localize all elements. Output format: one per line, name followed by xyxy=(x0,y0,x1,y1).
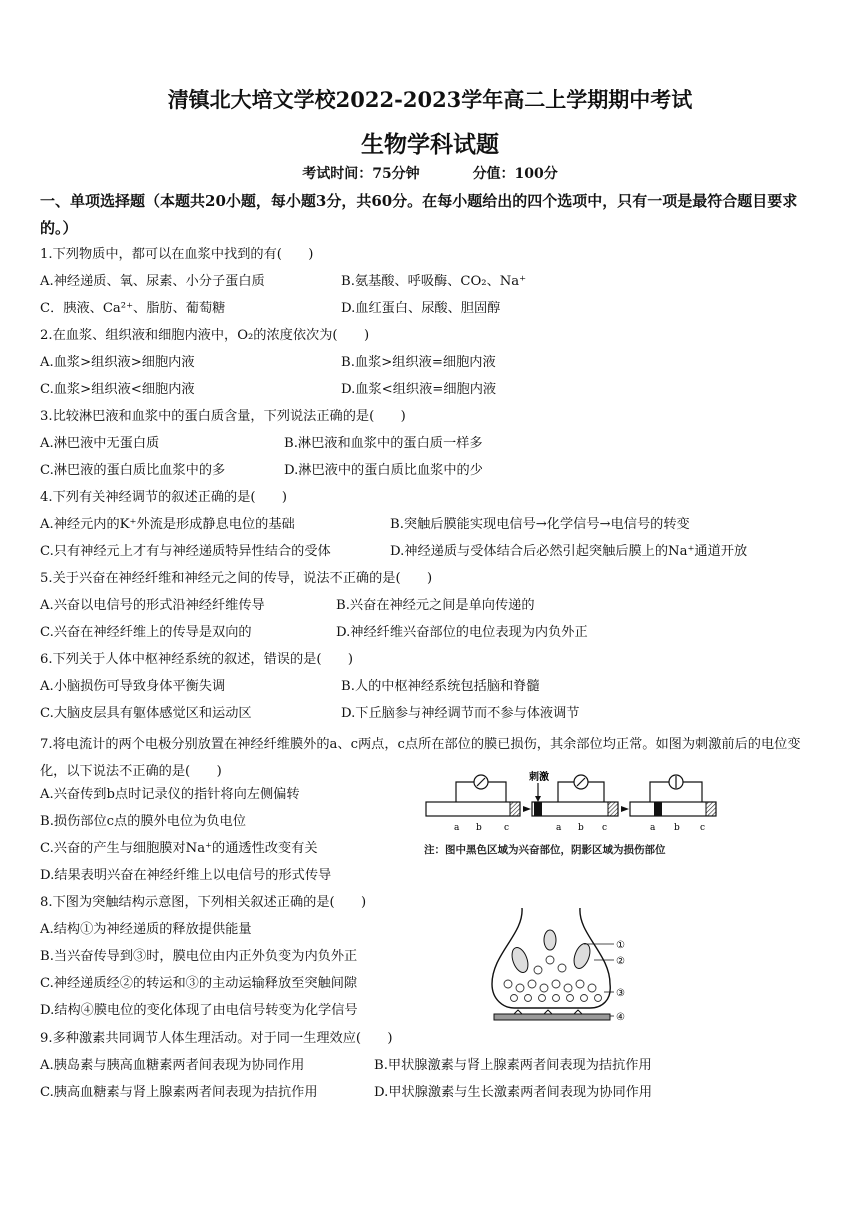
stimulus-label: 刺激 xyxy=(529,772,549,783)
q9-option-b: B.甲状腺激素与肾上腺素两者间表现为拮抗作用 xyxy=(374,1058,652,1073)
q6-option-c: C.大脑皮层具有躯体感觉区和运动区 xyxy=(40,706,252,721)
q8-option-d: D.结构④膜电位的变化体现了由电信号转变为化学信号 xyxy=(40,1003,358,1018)
q4-option-b: B.突触后膜能实现电信号→化学信号→电信号的转变 xyxy=(390,517,690,532)
q9-option-c: C.胰高血糖素与肾上腺素两者间表现为拮抗作用 xyxy=(40,1085,318,1100)
synapse-diagram xyxy=(484,904,720,1024)
point-c: c xyxy=(504,823,510,833)
q7-stem: 7.将电流计的两个电极分别放置在神经纤维膜外的a、c两点，c点所在部位的膜已损伤，其余部位均正常。如图为刺激前后的电位变化，以下说法不正确的是( ) xyxy=(40,737,801,779)
label-1: ① xyxy=(616,940,625,951)
q8-option-c: C.神经递质经②的转运和③的主动运输释放至突触间隙 xyxy=(40,976,358,991)
q9-stem: 9.多种激素共同调节人体生理活动。对于同一生理效应( ) xyxy=(40,1031,393,1046)
q6-option-d: D.下丘脑参与神经调节而不参与体液调节 xyxy=(341,706,580,721)
q7-option-c: C.兴奋的产生与细胞膜对Na⁺的通透性改变有关 xyxy=(40,841,318,856)
exam-meta xyxy=(0,163,860,183)
q3-option-d: D.淋巴液中的蛋白质比血浆中的少 xyxy=(284,463,483,478)
q2-option-c: C.血浆>组织液<细胞内液 xyxy=(40,382,195,397)
q1-option-a: A.神经递质、氧、尿素、小分子蛋白质 xyxy=(40,274,265,289)
q5-option-b: B.兴奋在神经元之间是单向传递的 xyxy=(336,598,535,613)
q1-stem: 1.下列物质中，都可以在血浆中找到的有( ) xyxy=(40,247,314,262)
q3-option-b: B.淋巴液和血浆中的蛋白质一样多 xyxy=(284,436,483,451)
point-b: b xyxy=(674,823,680,833)
q8-option-b: B.当兴奋传导到③时，膜电位由内正外负变为内负外正 xyxy=(40,949,358,964)
q5-option-d: D.神经纤维兴奋部位的电位表现为内负外正 xyxy=(336,625,588,640)
q4-option-c: C.只有神经元上才有与神经递质特异性结合的受体 xyxy=(40,544,331,559)
q9-option-a: A.胰岛素与胰高血糖素两者间表现为协同作用 xyxy=(40,1058,305,1073)
q8-stem: 8.下图为突触结构示意图，下列相关叙述正确的是( ) xyxy=(40,895,367,910)
q5-option-c: C.兴奋在神经纤维上的传导是双向的 xyxy=(40,625,252,640)
section-heading: 一、单项选择题（本题共20小题，每小题3分，共60分。在每小题给出的四个选项中，只有一项是最符合题目要求的。） xyxy=(40,192,798,237)
q6-option-a: A.小脑损伤可导致身体平衡失调 xyxy=(40,679,226,694)
q6-option-b: B.人的中枢神经系统包括脑和脊髓 xyxy=(341,679,540,694)
exam-title: 清镇北大培文学校2022-2023学年高二上学期期中考试 xyxy=(167,87,693,112)
q2-option-b: B.血浆>组织液=细胞内液 xyxy=(341,355,496,370)
exam-subtitle: 生物学科试题 xyxy=(361,131,499,158)
q1-option-c: C．胰液、Ca²⁺、脂肪、葡萄糖 xyxy=(40,301,226,316)
q3-stem: 3.比较淋巴液和血浆中的蛋白质含量，下列说法正确的是( ) xyxy=(40,409,406,424)
q7-option-d: D.结果表明兴奋在神经纤维上以电信号的形式传导 xyxy=(40,868,332,883)
nerve-fiber-figure xyxy=(424,768,720,857)
q4-option-d: D.神经递质与受体结合后必然引起突触后膜上的Na⁺通道开放 xyxy=(390,544,748,559)
q1-option-d: D.血红蛋白、尿酸、胆固醇 xyxy=(341,301,501,316)
q9-option-d: D.甲状腺激素与生长激素两者间表现为协同作用 xyxy=(374,1085,653,1100)
arrow-icon xyxy=(621,806,629,812)
label-2: ② xyxy=(616,956,625,967)
q4-option-a: A.神经元内的K⁺外流是形成静息电位的基础 xyxy=(40,517,295,532)
q3-option-a: A.淋巴液中无蛋白质 xyxy=(40,436,160,451)
point-a: a xyxy=(556,823,562,833)
point-a: a xyxy=(454,823,460,833)
label-3: ③ xyxy=(616,988,625,999)
panel-excitation-at-b xyxy=(630,775,716,833)
panel-after-stimulus xyxy=(529,770,618,833)
q6-stem: 6.下列关于人体中枢神经系统的叙述，错误的是( ) xyxy=(40,652,353,667)
arrow-icon xyxy=(523,806,531,812)
label-4: ④ xyxy=(616,1012,625,1023)
exam-score: 分值：100分 xyxy=(472,166,558,182)
panel-before-stimulus xyxy=(426,775,520,833)
q5-option-a: A.兴奋以电信号的形式沿神经纤维传导 xyxy=(40,598,265,613)
q4-stem: 4.下列有关神经调节的叙述正确的是( ) xyxy=(40,490,288,505)
q2-option-a: A.血浆>组织液>细胞内液 xyxy=(40,355,195,370)
synapse-figure xyxy=(484,904,720,1024)
q7-option-b: B.损伤部位c点的膜外电位为负电位 xyxy=(40,814,246,829)
q1-option-b: B.氨基酸、呼吸酶、CO₂、Na⁺ xyxy=(341,274,527,289)
q5-stem: 5.关于兴奋在神经纤维和神经元之间的传导，说法不正确的是( ) xyxy=(40,571,433,586)
point-a: a xyxy=(650,823,656,833)
point-c: c xyxy=(700,823,706,833)
point-b: b xyxy=(578,823,584,833)
q8-option-a: A.结构①为神经递质的释放提供能量 xyxy=(40,922,252,937)
exam-time: 考试时间：75分钟 xyxy=(302,166,420,182)
q7-option-a: A.兴奋传到b点时记录仪的指针将向左侧偏转 xyxy=(40,787,300,802)
figure-caption: 注：图中黑色区域为兴奋部位，阴影区域为损伤部位 xyxy=(424,844,666,856)
q2-option-d: D.血浆<组织液=细胞内液 xyxy=(341,382,497,397)
point-b: b xyxy=(476,823,482,833)
nerve-fiber-diagram xyxy=(424,768,720,840)
q2-stem: 2.在血浆、组织液和细胞内液中，O₂的浓度依次为( ) xyxy=(40,328,370,343)
point-c: c xyxy=(602,823,608,833)
q3-option-c: C.淋巴液的蛋白质比血浆中的多 xyxy=(40,463,226,478)
